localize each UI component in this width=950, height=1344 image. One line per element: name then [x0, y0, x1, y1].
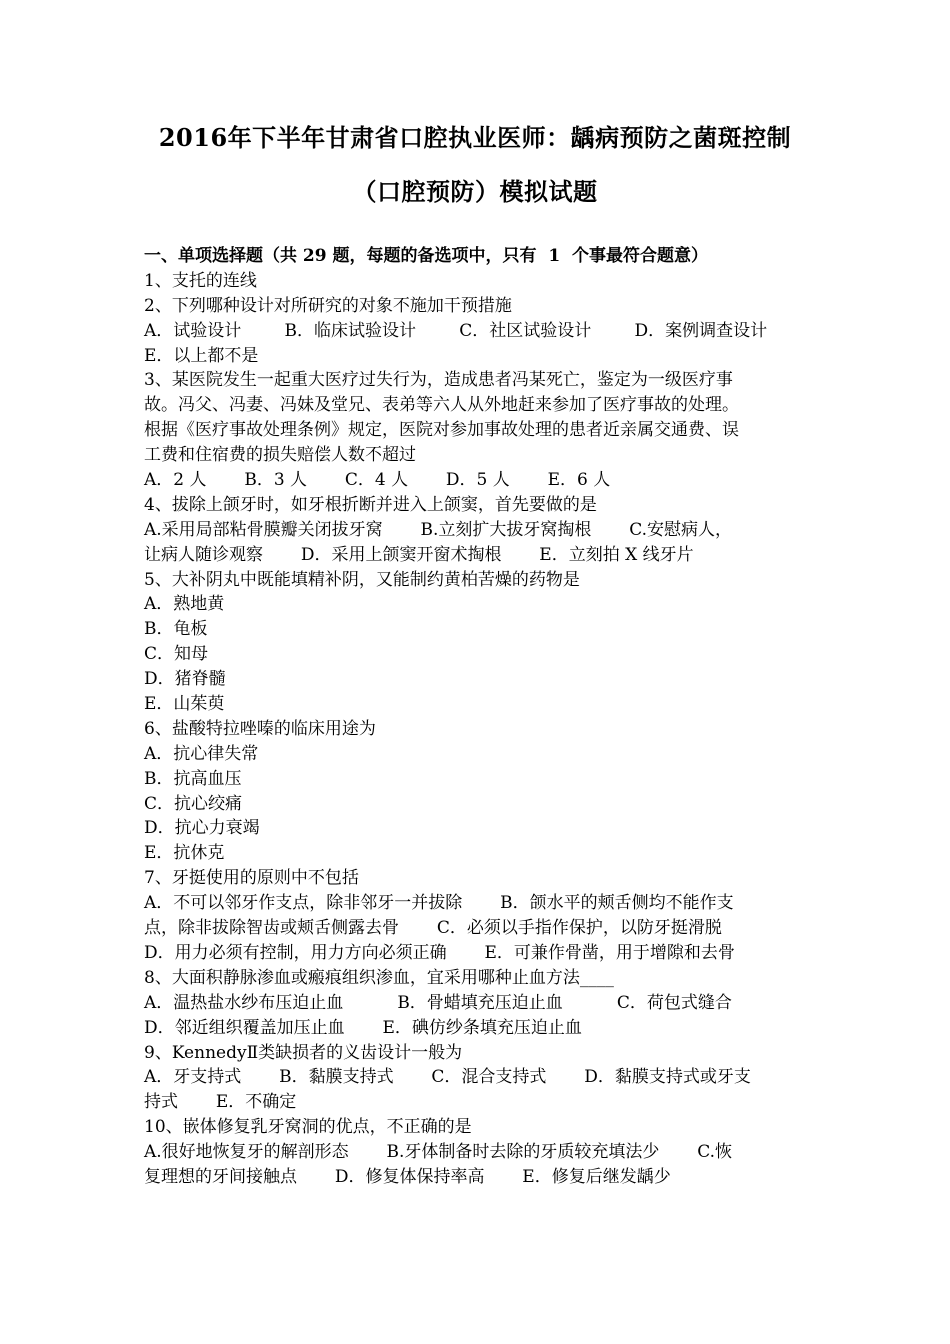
text-line: A．不可以邻牙作支点，除非邻牙一并拔除 B．颌水平的颊舌侧均不能作支 — [144, 893, 734, 914]
text-line: 持式 E．不确定 — [144, 1092, 297, 1113]
text-line: A．牙支持式 B．黏膜支持式 C．混合支持式 D．黏膜支持式或牙支 — [144, 1067, 751, 1088]
text-line: C．知母 — [144, 644, 209, 665]
text-line: A．试验设计 B．临床试验设计 C．社区试验设计 D．案例调查设计 — [144, 320, 768, 341]
text-line: D．猪脊髓 — [144, 669, 226, 690]
text-line: 点，除非拔除智齿或颊舌侧露去骨 C．必须以手指作保护，以防牙挺滑脱 — [144, 918, 722, 939]
text-line: A．熟地黄 — [144, 594, 225, 615]
text-line: A.很好地恢复牙的解剖形态 B.牙体制备时去除的牙质较充填法少 C.恢 — [144, 1142, 733, 1163]
text-line: 工费和住宿费的损失赔偿人数不超过 — [144, 445, 416, 466]
text-line: A．温热盐水纱布压迫止血 B．骨蜡填充压迫止血 C．荷包式缝合 — [144, 992, 732, 1013]
text-line: 10、嵌体修复乳牙窝洞的优点，不正确的是 — [144, 1117, 472, 1138]
text-line: E．抗休克 — [144, 843, 225, 864]
text-line: E．山茱萸 — [144, 694, 225, 715]
text-line: D．抗心力衰竭 — [144, 818, 260, 839]
text-line: C．抗心绞痛 — [144, 793, 243, 814]
text-line: 根据《医疗事故处理条例》规定，医院对参加事故处理的患者近亲属交通费、误 — [144, 420, 739, 441]
text-line: 2、下列哪种设计对所研究的对象不施加干预措施 — [144, 295, 512, 316]
text-line: 7、牙挺使用的原则中不包括 — [144, 868, 359, 889]
text-line: E．以上都不是 — [144, 345, 259, 366]
text-line: 5、大补阴丸中既能填精补阴，又能制约黄柏苦燥的药物是 — [144, 569, 580, 590]
text-line: 复理想的牙间接触点 D．修复体保持率高 E．修复后继发龋少 — [144, 1166, 671, 1187]
text-line: B．抗高血压 — [144, 768, 242, 789]
text-line: A．2 人 B．3 人 C．4 人 D．5 人 E．6 人 — [144, 470, 611, 491]
text-line: B．龟板 — [144, 619, 208, 640]
text-line: 3、某医院发生一起重大医疗过失行为，造成患者冯某死亡，鉴定为一级医疗事 — [144, 370, 733, 391]
text-line: 让病人随诊观察 D．采用上颌窦开窗术掏根 E．立刻拍 X 线牙片 — [144, 544, 694, 565]
section-heading: 一、单项选择题（共 29 题，每题的备选项中，只有 1 个事最符合题意） — [144, 246, 708, 266]
text-line: 4、拔除上颌牙时，如牙根折断并进入上颌窦，首先要做的是 — [144, 494, 597, 515]
text-line: 1、支托的连线 — [144, 270, 257, 291]
text-line: A．抗心律失常 — [144, 743, 259, 764]
text-line: D．邻近组织覆盖加压止血 E．碘仿纱条填充压迫止血 — [144, 1017, 582, 1038]
text-line: 9、KennedyⅡ类缺损者的义齿设计一般为 — [144, 1042, 463, 1063]
text-line: 故。冯父、冯妻、冯妹及堂兄、表弟等六人从外地赶来参加了医疗事故的处理。 — [144, 395, 739, 416]
text-line: 8、大面积静脉渗血或瘢痕组织渗血，宜采用哪种止血方法____ — [144, 967, 614, 988]
text-line: D．用力必须有控制，用力方向必须正确 E．可兼作骨凿，用于增隙和去骨 — [144, 942, 735, 963]
document-body — [144, 244, 809, 1190]
text-line: 6、盐酸特拉唑嗪的临床用途为 — [144, 718, 376, 739]
document-title-line-2: （口腔预防）模拟试题 — [352, 177, 598, 206]
text-line: A.采用局部粘骨膜瓣关闭拔牙窝 B.立刻扩大拔牙窝掏根 C.安慰病人， — [144, 519, 733, 540]
document-title-line-1: 2016年下半年甘肃省口腔执业医师：龋病预防之菌斑控制 — [158, 123, 792, 152]
